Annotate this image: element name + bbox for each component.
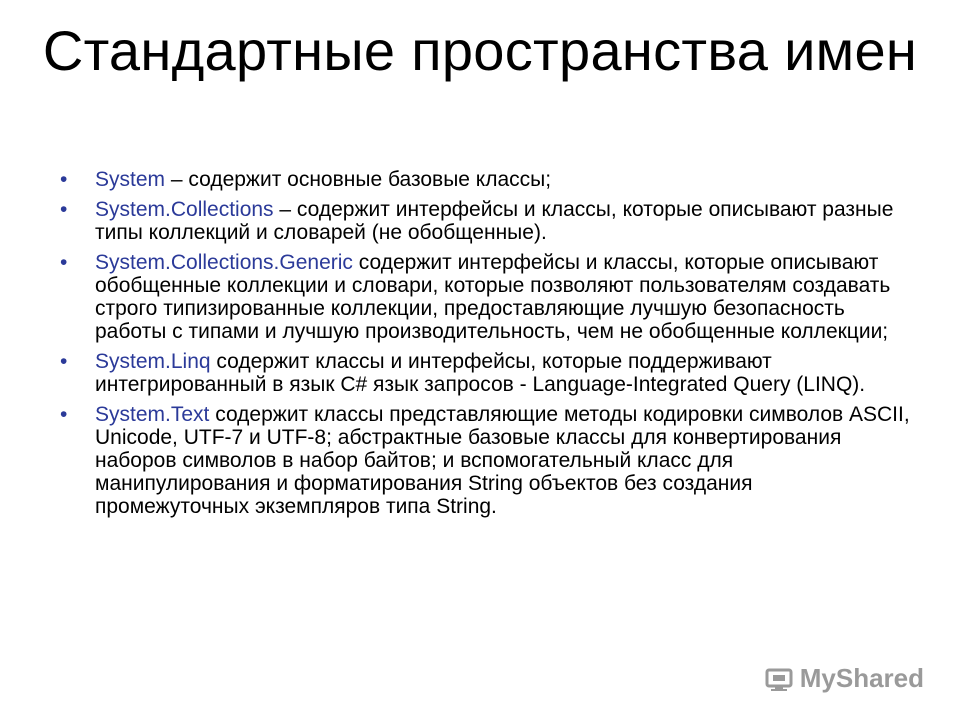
bullet-item (60, 403, 910, 518)
namespace-name: System.Collections (95, 198, 274, 221)
namespace-name: System.Linq (95, 350, 211, 373)
bullet-dot: • (60, 350, 68, 373)
namespace-name: System.Text (95, 403, 210, 426)
watermark (764, 663, 924, 694)
namespace-name: System.Collections.Generic (95, 251, 353, 274)
bullet-text: содержит интерфейсы и классы, которые описывают обобщенные коллекции и словари, которые позволяют пользователям создавать строго типизированные коллекции, предоставляющие лучшую безопасность работы с типами и лучшую производительность, чем не обобщенные коллекции; (95, 251, 891, 343)
bullet-text: – содержит интерфейсы и классы, которые описывают разные типы коллекций и словарей (не обобщенные). (95, 198, 894, 244)
bullet-dot: • (60, 403, 68, 426)
bullet-text: содержит классы и интерфейсы, которые поддерживают интегрированный в язык C# язык запросов - Language-Integrated Query (LINQ). (95, 350, 866, 396)
bullet-dot: • (60, 168, 68, 191)
bullet-list (60, 168, 910, 525)
bullet-text: – содержит основные базовые классы; (165, 168, 552, 191)
bullet-item (60, 168, 910, 191)
namespace-name: System (95, 168, 166, 191)
bullet-item (60, 350, 910, 396)
bullet-item (60, 198, 910, 244)
watermark-text: MyShared (799, 663, 924, 693)
myshared-logo-icon (764, 664, 794, 694)
bullet-dot: • (60, 251, 68, 274)
bullet-text: содержит классы представляющие методы кодировки символов ASCII, Unicode, UTF-7 и UTF-8; абстрактные базовые классы для конвертирования наборов символов в набор байтов; и вспомогательный класс для манипулирования и форматирования String объектов без создания промежуточных экземпляров типа String. (95, 403, 910, 518)
bullet-dot: • (60, 198, 68, 221)
bullet-item (60, 251, 910, 343)
slide-title: Стандартные пространства имен (42, 19, 918, 82)
